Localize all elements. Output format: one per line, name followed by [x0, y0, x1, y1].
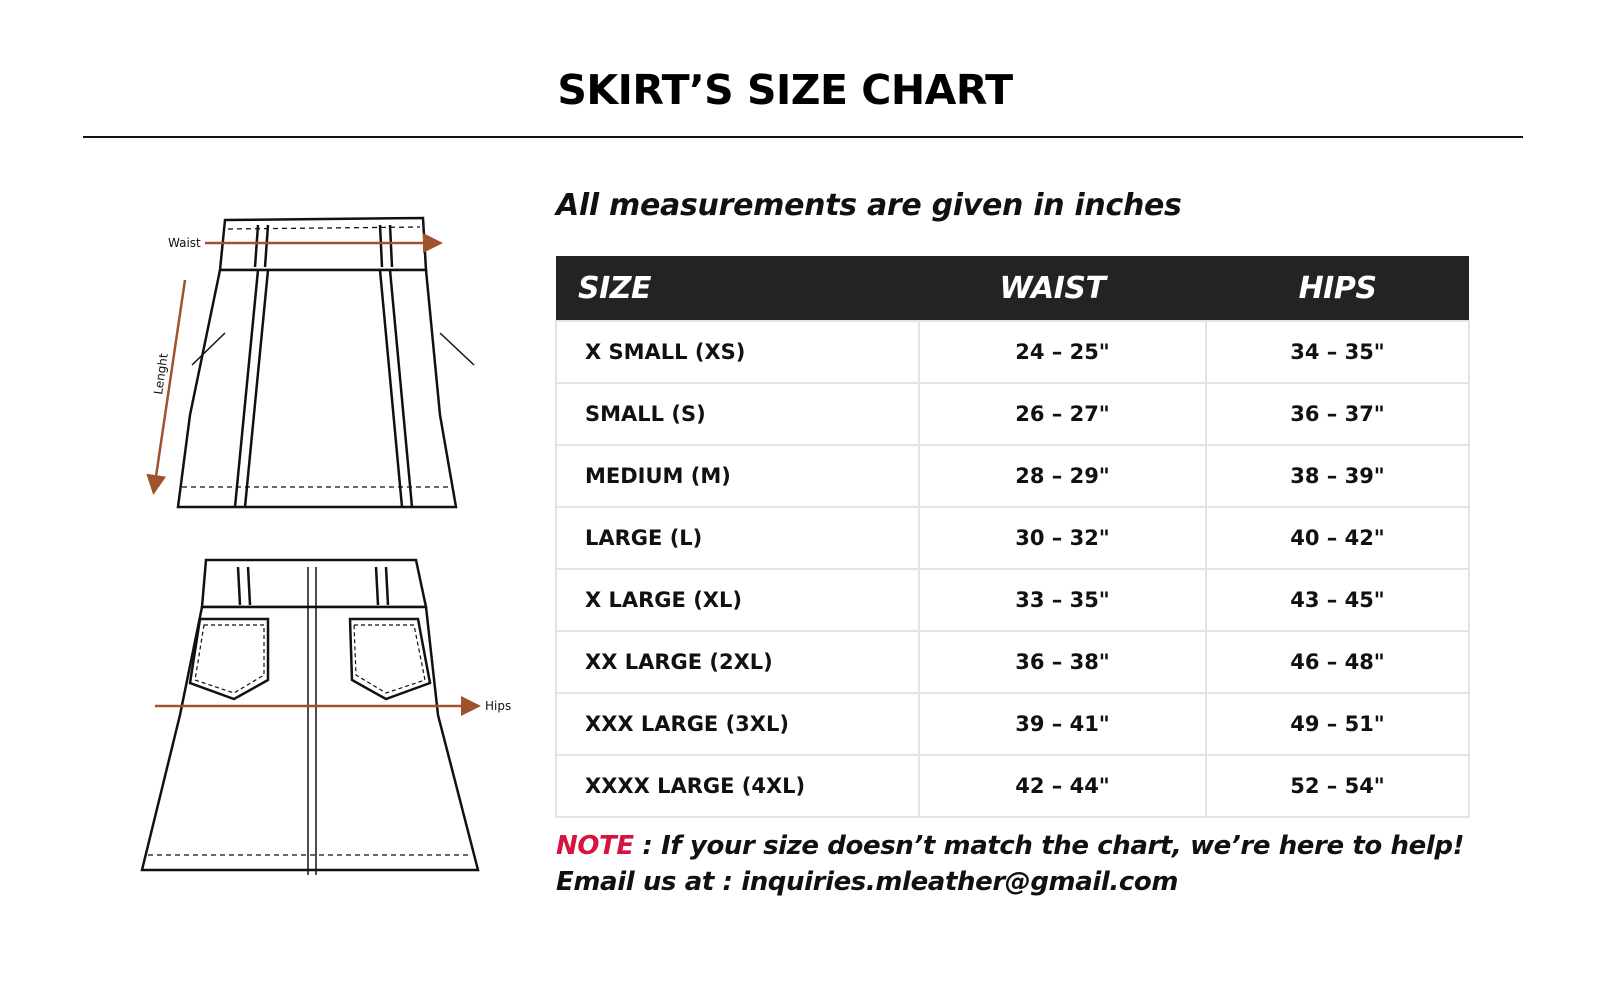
waist-cell: 39 – 41" — [919, 693, 1206, 755]
size-table — [555, 256, 1470, 818]
table-row — [556, 383, 1469, 445]
waist-cell: 36 – 38" — [919, 631, 1206, 693]
size-cell: X SMALL (XS) — [556, 321, 919, 383]
size-cell: MEDIUM (M) — [556, 445, 919, 507]
table-row — [556, 507, 1469, 569]
size-cell: LARGE (L) — [556, 507, 919, 569]
waist-cell: 42 – 44" — [919, 755, 1206, 817]
column-header-waist: WAIST — [919, 256, 1206, 321]
hips-cell: 49 – 51" — [1206, 693, 1469, 755]
measurement-subtitle: All measurements are given in inches — [556, 188, 1182, 223]
table-row — [556, 755, 1469, 817]
waist-cell: 33 – 35" — [919, 569, 1206, 631]
help-note — [556, 828, 1464, 900]
note-label: NOTE — [556, 831, 634, 861]
skirt-front-illustration — [178, 218, 474, 507]
hips-cell: 52 – 54" — [1206, 755, 1469, 817]
page-title: SKIRT’S SIZE CHART — [557, 66, 1013, 114]
waist-cell: 30 – 32" — [919, 507, 1206, 569]
table-header-row — [556, 256, 1469, 321]
size-cell: XX LARGE (2XL) — [556, 631, 919, 693]
waist-cell: 28 – 29" — [919, 445, 1206, 507]
hips-cell: 36 – 37" — [1206, 383, 1469, 445]
hips-cell: 40 – 42" — [1206, 507, 1469, 569]
hips-label: Hips — [485, 699, 512, 713]
email-line — [556, 864, 1464, 900]
skirt-back-illustration — [142, 560, 478, 875]
table-row — [556, 693, 1469, 755]
length-label: Lenght — [151, 352, 171, 396]
table-row — [556, 631, 1469, 693]
waist-label: Waist — [168, 236, 201, 250]
table-row — [556, 445, 1469, 507]
note-line — [556, 828, 1464, 864]
hips-cell: 34 – 35" — [1206, 321, 1469, 383]
email-prefix: Email us at : — [556, 867, 742, 897]
hips-cell: 43 – 45" — [1206, 569, 1469, 631]
email-link[interactable]: inquiries.mleather@gmail.com — [741, 867, 1179, 897]
hips-cell: 46 – 48" — [1206, 631, 1469, 693]
column-header-hips: HIPS — [1206, 256, 1469, 321]
title-divider — [83, 136, 1523, 138]
size-cell: SMALL (S) — [556, 383, 919, 445]
size-cell: XXX LARGE (3XL) — [556, 693, 919, 755]
note-text: : If your size doesn’t match the chart, we’re here to help! — [633, 831, 1465, 861]
size-cell: XXXX LARGE (4XL) — [556, 755, 919, 817]
column-header-size: SIZE — [556, 256, 919, 321]
waist-cell: 24 – 25" — [919, 321, 1206, 383]
skirt-drawing — [140, 215, 540, 915]
table-row — [556, 321, 1469, 383]
hips-cell: 38 – 39" — [1206, 445, 1469, 507]
table-row — [556, 569, 1469, 631]
size-cell: X LARGE (XL) — [556, 569, 919, 631]
waist-cell: 26 – 27" — [919, 383, 1206, 445]
